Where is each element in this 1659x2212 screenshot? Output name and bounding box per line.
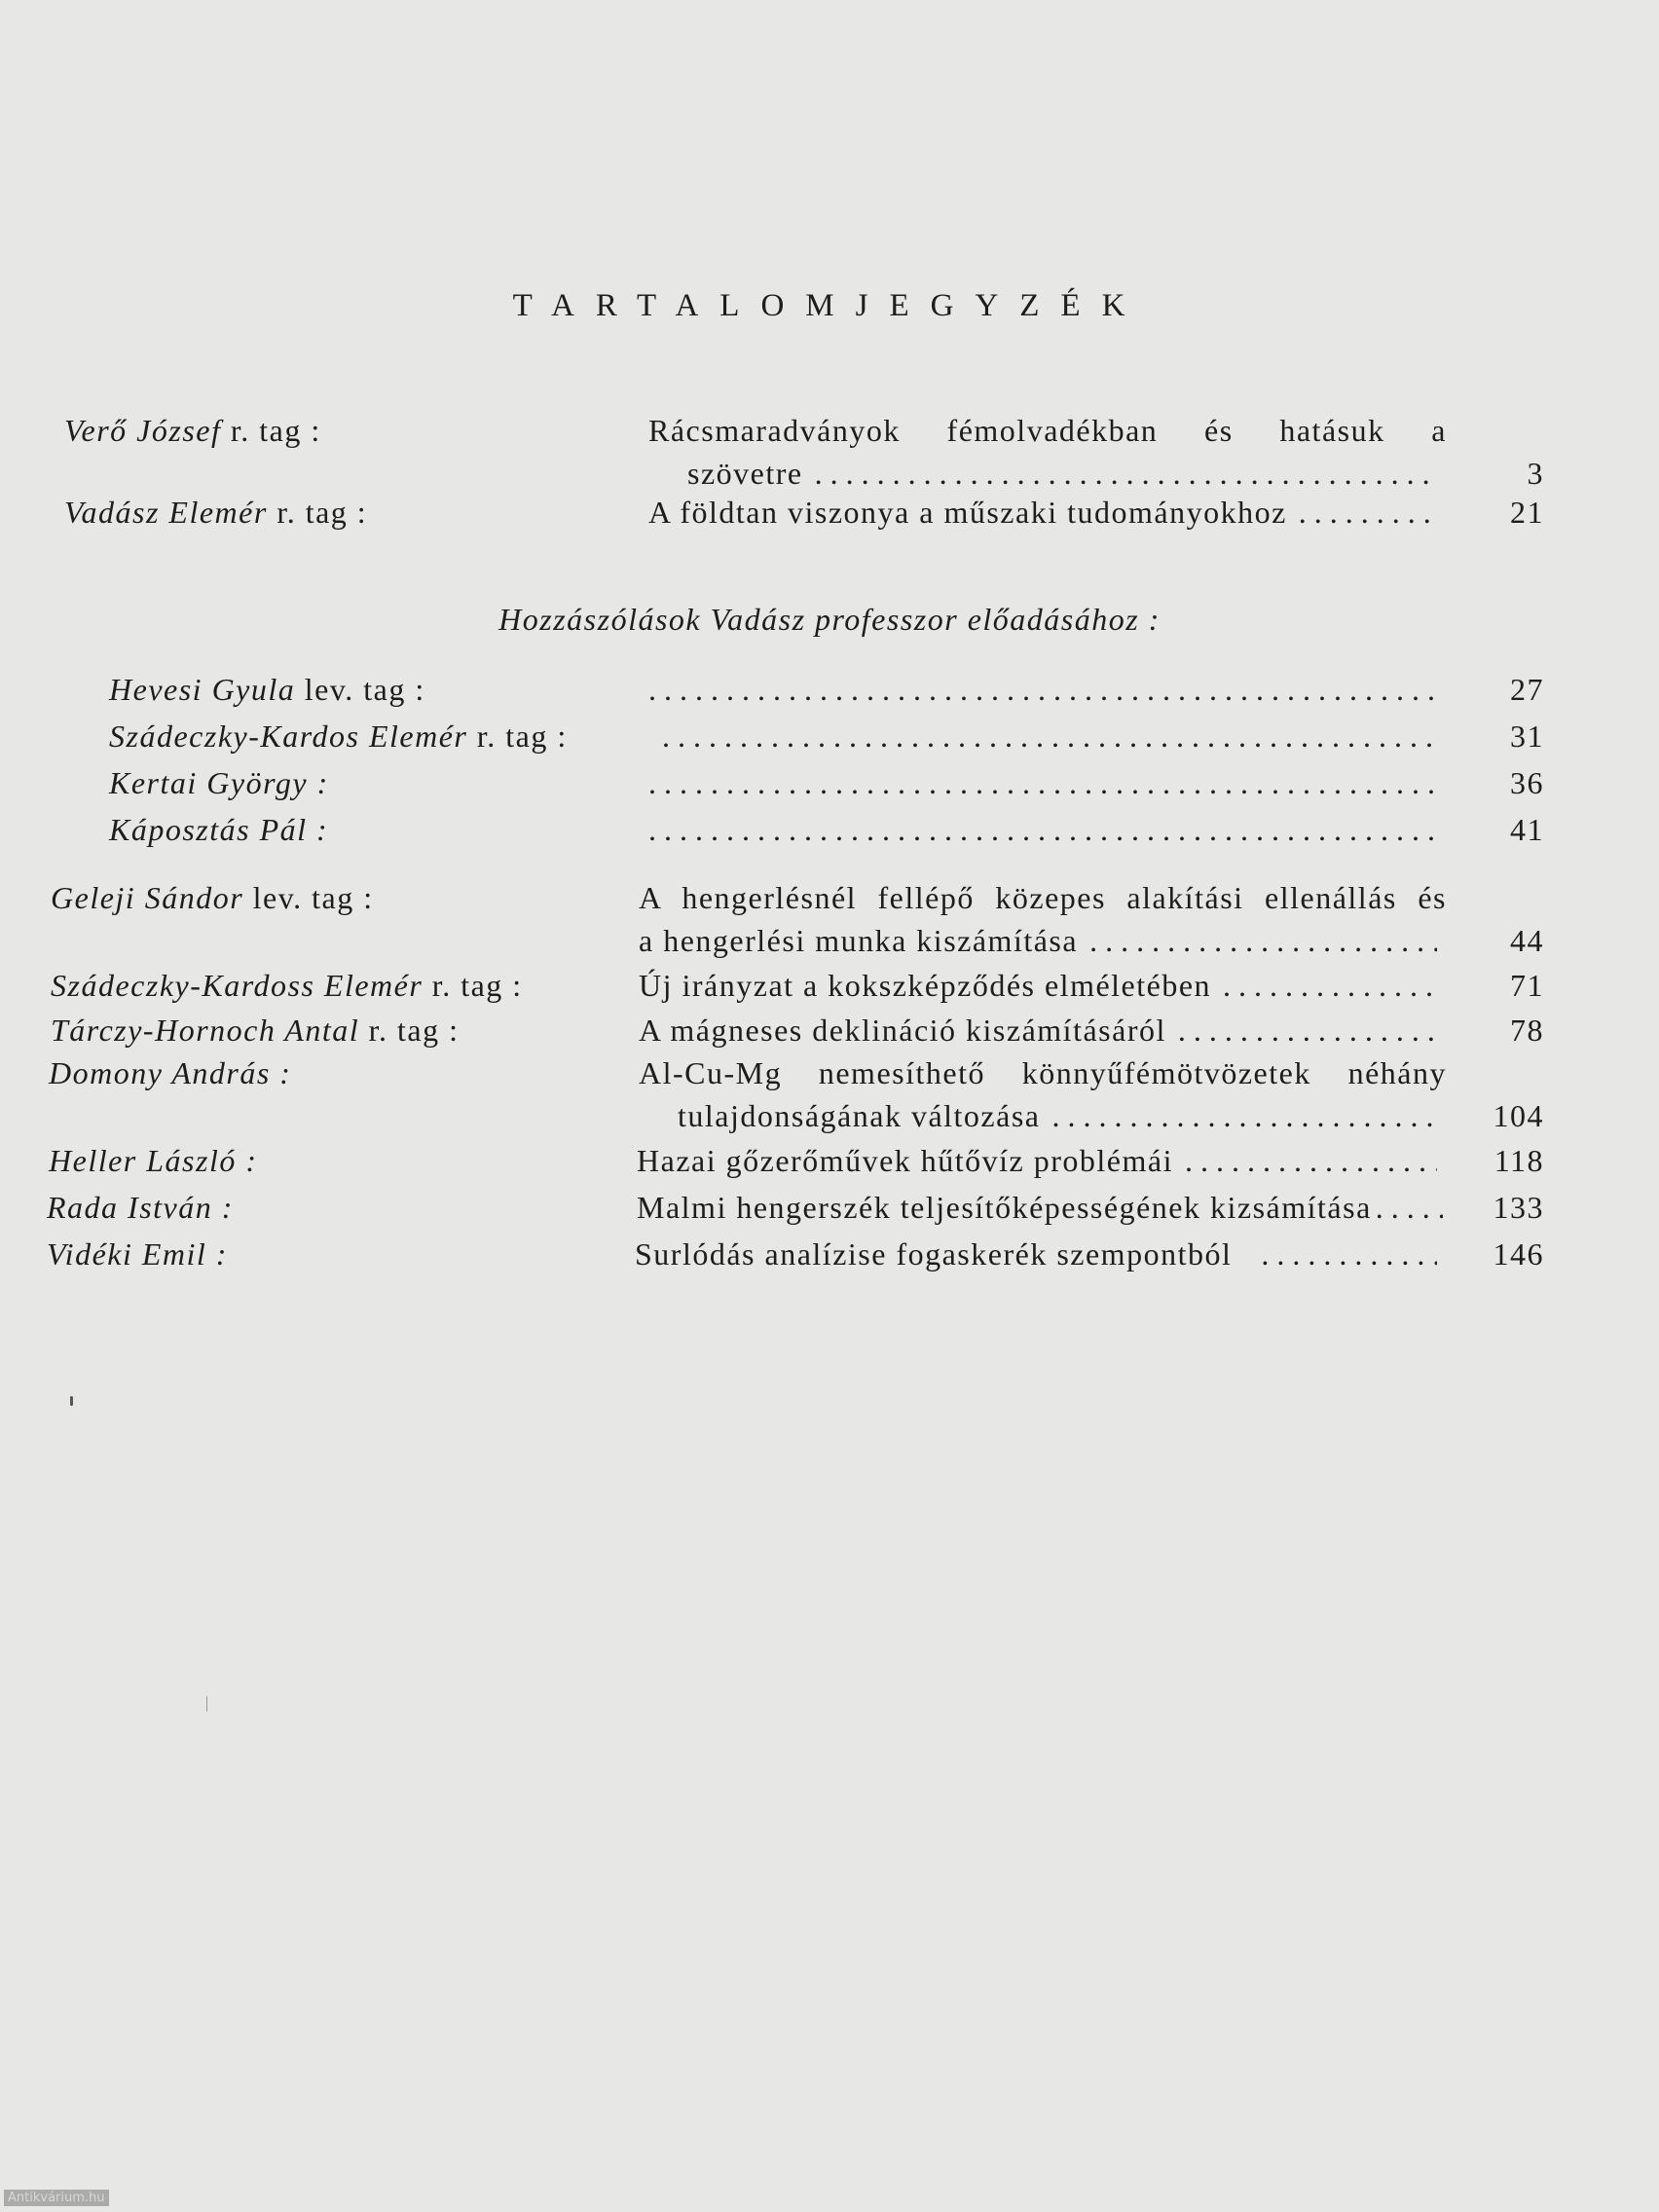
entry-title-line: A földtan viszonya a műszaki tudományokhoz . . . 21 — [648, 491, 1544, 534]
page-number: 71 — [1510, 968, 1544, 1003]
entry-leader — [648, 715, 1544, 757]
entry-title-line: Malmi hengerszék teljesítőképességének kizsámítása . . . 133 — [637, 1186, 1544, 1229]
leader-dots — [815, 452, 1437, 495]
entry-leader — [648, 668, 1544, 711]
entry-author — [64, 409, 321, 452]
page-number: 27 — [1510, 672, 1544, 707]
author-name: Szádeczky-Kardoss Elemér — [51, 968, 424, 1003]
entry-title — [637, 1186, 1544, 1229]
author-name: Kertai György : — [109, 765, 329, 800]
entry-leader — [648, 808, 1544, 851]
author-role: r. tag : — [267, 495, 368, 530]
entry-title-line: Rácsmaradványok fémolvadékban és hatásuk a — [648, 413, 1447, 448]
scan-speck — [206, 1696, 207, 1712]
leader-dots — [1299, 491, 1437, 534]
entry-title-line: Surlódás analízise fogaskerék szempontból . . . 146 — [635, 1233, 1544, 1275]
entry-title — [639, 876, 1544, 962]
entry-title-line: A mágneses deklináció kiszámításáról . . . 78 — [639, 1009, 1544, 1051]
entry-author — [109, 808, 328, 851]
author-name: Verő József — [64, 413, 222, 448]
watermark: Antikvárium.hu — [4, 2190, 109, 2206]
author-name: Káposztás Pál : — [109, 812, 329, 847]
leader-dots — [1185, 1139, 1437, 1182]
page-number: 146 — [1493, 1236, 1544, 1272]
entry-title — [639, 1009, 1544, 1051]
author-name: Rada István : — [47, 1190, 234, 1225]
entry-title — [648, 491, 1544, 534]
page-number: 133 — [1493, 1190, 1544, 1225]
entry-author — [51, 964, 523, 1007]
entry-title-line: tulajdonságának változása . . . 104 — [639, 1094, 1544, 1137]
author-name: Geleji Sándor — [51, 880, 244, 915]
entry-author — [49, 1051, 291, 1094]
leader-dots — [1178, 1009, 1437, 1051]
entry-author — [49, 1139, 258, 1182]
entry-title — [648, 409, 1544, 495]
leader-dots — [1089, 919, 1437, 962]
author-role: lev. tag : — [295, 672, 425, 707]
entry-title-line: A hengerlésnél fellépő közepes alakítási ellenállás és — [639, 880, 1447, 915]
entry-title — [639, 964, 1544, 1007]
leader-dots — [1261, 1233, 1437, 1275]
entry-leader — [648, 761, 1544, 804]
author-role: r. tag : — [423, 968, 523, 1003]
entry-title-line: a hengerlési munka kiszámítása . . . 44 — [639, 919, 1544, 962]
page-number: 21 — [1510, 495, 1544, 530]
entry-author — [109, 668, 425, 711]
page-number: 3 — [1527, 456, 1544, 491]
entry-author — [51, 876, 374, 919]
author-role: lev. tag : — [243, 880, 374, 915]
entry-title-line: szövetre . . . 3 — [648, 452, 1544, 495]
scan-speck — [70, 1396, 73, 1406]
author-name: Hevesi Gyula — [109, 672, 296, 707]
author-name: Heller László : — [49, 1143, 258, 1178]
entry-author — [64, 491, 367, 534]
entry-title — [635, 1233, 1544, 1275]
entry-title-line: Al-Cu-Mg nemesíthető könnyűfémötvözetek néhány — [639, 1055, 1447, 1090]
leader-dots — [1051, 1094, 1437, 1137]
entry-author — [109, 761, 329, 804]
leader-dots — [1223, 964, 1437, 1007]
author-name: Domony András : — [49, 1055, 292, 1090]
page-number: 31 — [1510, 719, 1544, 754]
leader-dots — [662, 715, 1437, 757]
page-number: 104 — [1493, 1098, 1544, 1133]
entry-author — [47, 1186, 234, 1229]
leader-dots — [648, 668, 1437, 711]
leader-dots — [1376, 1186, 1443, 1229]
leader-dots — [648, 808, 1437, 851]
entry-author — [51, 1009, 459, 1051]
entry-title — [639, 1051, 1544, 1137]
author-role: r. tag : — [359, 1013, 460, 1048]
author-role: r. tag : — [467, 719, 568, 754]
entry-title-line: Új irányzat a kokszképződés elméletében . . . 71 — [639, 964, 1544, 1007]
leader-dots — [648, 761, 1437, 804]
author-name: Vidéki Emil : — [47, 1236, 228, 1272]
entry-author — [109, 715, 568, 757]
entry-title — [637, 1139, 1544, 1182]
author-name: Szádeczky-Kardos Elemér — [109, 719, 468, 754]
page-number: 78 — [1510, 1013, 1544, 1048]
entry-title-line: Hazai gőzerőművek hűtővíz problémái . . . 118 — [637, 1139, 1544, 1182]
author-role: r. tag : — [221, 413, 321, 448]
page-number: 36 — [1510, 765, 1544, 800]
author-name: Vadász Elemér — [64, 495, 268, 530]
page-number: 44 — [1510, 923, 1544, 958]
page-number: 41 — [1510, 812, 1544, 847]
comments-subheading: Hozzászólások Vadász professzor előadásához : — [498, 602, 1161, 637]
entry-author — [47, 1233, 228, 1275]
page-number: 118 — [1493, 1143, 1544, 1178]
author-name: Tárczy-Hornoch Antal — [51, 1013, 360, 1048]
page-title: TARTALOMJEGYZÉK — [512, 288, 1147, 323]
